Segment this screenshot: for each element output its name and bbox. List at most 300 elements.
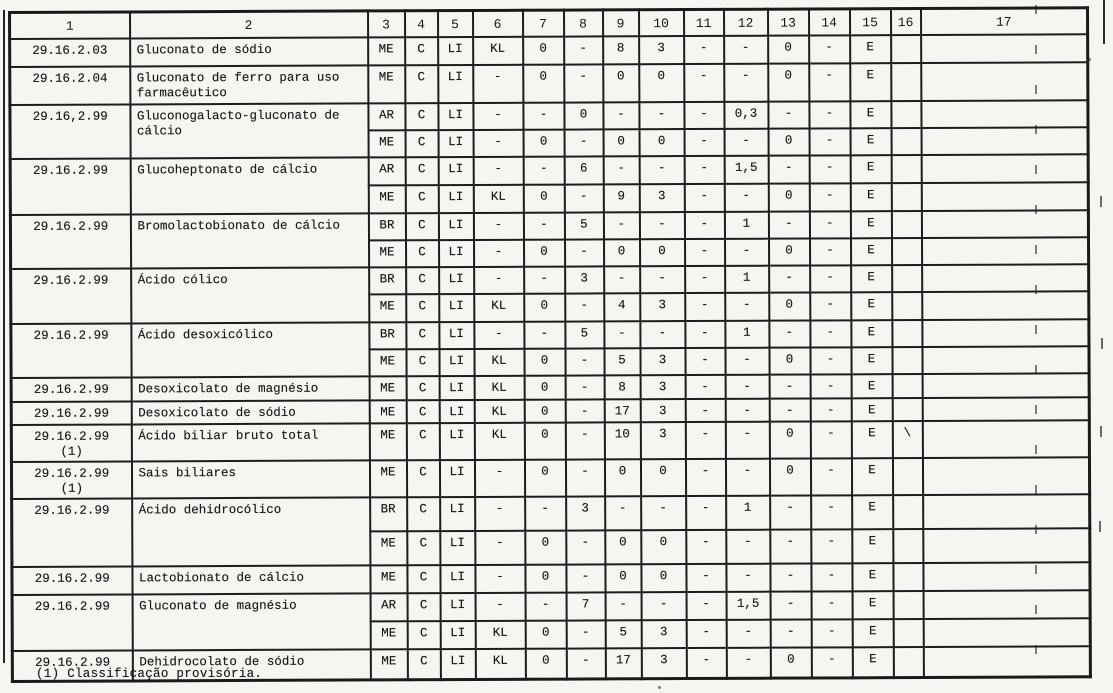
code-cell: 29.16.2.99 (11, 401, 131, 425)
table-row (11, 457, 1089, 499)
code-cell: 29.16.2.99 (12, 594, 132, 651)
value-cell: - (565, 459, 604, 496)
value-cell: LI (438, 213, 473, 240)
value-cell: E (852, 495, 893, 529)
value-cell: - (565, 422, 604, 459)
column-header-7: 7 (523, 10, 564, 37)
value-cell: LI (438, 65, 473, 103)
value-cell: LI (439, 240, 474, 267)
value-cell: 0 (769, 293, 810, 321)
value-cell: - (726, 564, 770, 592)
value-cell: - (810, 265, 851, 292)
value-cell: - (684, 64, 724, 102)
value-cell: - (810, 320, 851, 347)
value-cell: - (725, 239, 769, 266)
value-cell (891, 183, 921, 211)
value-cell: - (770, 564, 811, 592)
value-cell: 0 (525, 649, 566, 679)
value-cell: - (685, 399, 725, 422)
value-cell: - (473, 65, 523, 103)
value-cell: 0 (769, 422, 810, 459)
product-name-cell: Desoxicolato de magnésio (131, 376, 369, 401)
value-cell: - (810, 374, 851, 398)
value-cell: ME (370, 531, 407, 565)
value-cell: 0 (523, 130, 564, 157)
value-cell: ME (369, 349, 406, 376)
value-cell: AR (368, 103, 405, 130)
value-cell: 0 (768, 184, 809, 212)
value-cell (892, 374, 922, 398)
value-cell: 1 (725, 266, 769, 293)
value-cell: 3 (566, 496, 605, 530)
value-cell: KL (473, 37, 523, 65)
value-cell: BR (370, 497, 407, 531)
value-cell: 0 (524, 400, 565, 423)
code-cell: 29.16.2.99 (11, 377, 131, 402)
value-cell: LI (440, 593, 475, 621)
value-cell: - (474, 267, 524, 294)
value-cell: ME (370, 649, 407, 679)
value-cell: KL (474, 400, 524, 423)
scan-artifact-right-edge-line (1103, 0, 1105, 44)
value-cell: ME (368, 185, 405, 213)
value-cell (923, 590, 1090, 619)
value-cell: - (810, 398, 851, 421)
value-cell (922, 319, 1089, 347)
product-name-cell: Desoxicolato de sódio (131, 400, 369, 424)
value-cell: - (809, 155, 850, 183)
value-cell: LI (438, 185, 473, 213)
value-cell: - (564, 184, 603, 212)
value-cell: E (852, 591, 893, 619)
product-name-cell: Glucoheptonato de cálcio (130, 157, 368, 214)
value-cell: - (566, 648, 605, 678)
value-cell: - (523, 157, 564, 185)
value-cell: LI (438, 157, 473, 185)
value-cell: 1 (726, 496, 770, 530)
value-cell: LI (438, 37, 473, 65)
value-cell: 0 (603, 129, 639, 156)
code-cell: 29.16,2.99 (10, 104, 130, 159)
value-cell: - (724, 36, 768, 64)
value-cell: LI (439, 400, 474, 423)
value-cell: - (685, 422, 725, 459)
value-cell: 5 (604, 348, 640, 375)
value-cell: 1 (724, 212, 768, 239)
value-cell: - (565, 375, 604, 399)
value-cell: 0 (604, 459, 640, 496)
value-cell: ME (369, 423, 406, 460)
value-cell: C (405, 157, 438, 185)
table-row (11, 420, 1089, 462)
value-cell: - (474, 240, 524, 267)
value-cell (921, 127, 1088, 155)
product-name-cell: Dehidrocolato de sódio (132, 649, 370, 680)
value-cell: - (809, 211, 850, 238)
value-cell: - (475, 497, 525, 531)
column-header-17: 17 (920, 8, 1087, 35)
value-cell: 0 (523, 185, 564, 213)
value-cell: - (474, 322, 524, 349)
code-cell: 29.16.2.99 (10, 158, 130, 215)
value-cell: - (809, 183, 850, 211)
value-cell: 0 (604, 239, 640, 266)
value-cell (893, 647, 923, 677)
value-cell: - (686, 530, 726, 564)
footnote: (1) Classificação provisória. (36, 667, 263, 681)
value-cell: - (768, 212, 809, 239)
value-cell: C (405, 130, 438, 157)
column-header-3: 3 (368, 11, 405, 38)
value-cell: C (406, 423, 439, 460)
value-cell: KL (474, 349, 524, 376)
product-name-cell: Gluconato de ferro para uso farmacêutico (130, 65, 368, 104)
product-name-cell: Ácido dehidrocólico (132, 497, 370, 566)
value-cell: - (685, 239, 725, 266)
value-cell (921, 154, 1088, 183)
value-cell: - (768, 102, 809, 129)
value-cell (891, 101, 921, 128)
value-cell: E (850, 238, 891, 265)
value-cell: - (811, 591, 852, 619)
value-cell: 17 (604, 399, 640, 422)
value-cell: - (726, 648, 770, 678)
column-header-16: 16 (890, 9, 920, 36)
column-header-12: 12 (723, 9, 767, 36)
code-cell: 29.16.2.99 (11, 268, 131, 324)
column-header-14: 14 (808, 9, 849, 36)
value-cell: C (406, 349, 439, 376)
value-cell: - (566, 564, 605, 592)
value-cell: - (473, 103, 523, 130)
value-cell: KL (474, 423, 524, 460)
product-name-cell: Gluconato de sódio (130, 37, 368, 66)
value-cell: ME (370, 621, 407, 649)
value-cell: 3 (640, 422, 685, 459)
value-cell: C (406, 376, 439, 400)
value-cell: C (405, 37, 438, 65)
value-cell: - (685, 321, 725, 348)
value-cell: - (725, 459, 769, 496)
value-cell: - (565, 239, 604, 266)
value-cell: LI (439, 460, 474, 497)
value-cell: - (639, 212, 684, 239)
column-header-2: 2 (130, 11, 368, 39)
value-cell: LI (439, 423, 474, 460)
value-cell: C (406, 400, 439, 423)
value-cell (923, 528, 1090, 563)
code-cell: 29.16.2.99 (12, 498, 132, 567)
code-cell: 29.16.2.99 (10, 214, 130, 269)
value-cell: - (724, 64, 768, 102)
value-cell: - (605, 592, 641, 620)
value-cell: E (851, 292, 892, 320)
product-name-cell: Gluconogalacto-gluconato de cálcio (130, 103, 368, 158)
value-cell: E (850, 128, 891, 155)
value-cell: - (684, 212, 724, 239)
value-cell: 8 (604, 375, 640, 399)
value-cell: 1 (725, 321, 769, 348)
value-cell: C (407, 565, 440, 593)
value-cell: C (405, 65, 438, 103)
value-cell: - (726, 530, 770, 564)
value-cell: 3 (641, 648, 686, 678)
value-cell: - (564, 129, 603, 156)
value-cell (891, 63, 921, 101)
column-header-9: 9 (603, 10, 639, 37)
value-cell: - (684, 156, 724, 184)
value-cell (892, 458, 922, 495)
column-header-5: 5 (438, 10, 473, 37)
value-cell (893, 529, 923, 563)
value-cell: - (684, 184, 724, 212)
value-cell: LI (440, 649, 475, 679)
value-cell: BR (368, 213, 405, 240)
value-cell (922, 397, 1089, 421)
value-cell: - (604, 266, 640, 293)
value-cell: 0 (605, 564, 641, 592)
value-cell: KL (474, 294, 524, 322)
value-cell: ME (369, 240, 406, 267)
value-cell: 3 (565, 266, 604, 293)
value-cell: - (769, 375, 810, 399)
product-name-cell: Ácido desoxicólico (131, 322, 369, 377)
value-cell: 3 (639, 36, 684, 64)
value-cell: - (811, 563, 852, 591)
value-cell: 0 (523, 65, 564, 103)
value-cell: E (851, 421, 892, 458)
scan-artifact-tick (1099, 521, 1101, 532)
table-scan-area (8, 6, 1092, 682)
value-cell: KL (475, 649, 525, 679)
value-cell: - (810, 421, 851, 458)
value-cell (892, 265, 922, 292)
value-cell: - (685, 266, 725, 293)
value-cell: - (566, 620, 605, 648)
value-cell: 8 (603, 36, 639, 64)
value-cell: - (686, 592, 726, 620)
scan-artifact-tick (1100, 196, 1102, 207)
value-cell: 0 (768, 36, 809, 64)
value-cell: - (639, 102, 684, 129)
value-cell: - (641, 496, 686, 530)
value-cell: 3 (640, 293, 685, 321)
value-cell: C (407, 621, 440, 649)
value-cell: AR (370, 593, 407, 621)
value-cell: 0 (525, 621, 566, 649)
value-cell (921, 62, 1088, 101)
scan-artifact-tick (1100, 426, 1102, 437)
value-cell: - (686, 648, 726, 678)
column-header-13: 13 (767, 9, 808, 36)
value-cell: E (850, 211, 891, 238)
value-cell: - (811, 495, 852, 529)
column-header-11: 11 (684, 9, 724, 36)
table-row (12, 494, 1090, 533)
table-row (10, 62, 1088, 105)
value-cell: ME (369, 294, 406, 322)
code-cell: 29.16.2.99 (12, 566, 132, 595)
value-cell: - (639, 156, 684, 184)
value-cell: LI (440, 621, 475, 649)
value-cell (921, 237, 1088, 265)
value-cell: - (475, 565, 525, 593)
value-cell: KL (473, 185, 523, 213)
value-cell: 0,3 (724, 102, 768, 129)
value-cell: KL (475, 621, 525, 649)
value-cell: - (525, 593, 566, 621)
product-name-cell: Bromolactobionato de cálcio (130, 213, 368, 268)
value-cell: ME (369, 460, 406, 497)
value-cell: C (407, 593, 440, 621)
value-cell: - (564, 64, 603, 102)
value-cell: 1,5 (726, 592, 770, 620)
value-cell: 0 (564, 102, 603, 129)
value-cell: E (852, 647, 893, 677)
scan-artifact-dot (658, 686, 661, 689)
value-cell: 0 (641, 530, 686, 564)
value-cell: 1,5 (724, 156, 768, 184)
value-cell (892, 292, 922, 320)
value-cell: LI (440, 565, 475, 593)
code-cell: 29.16.2.99 (1) (11, 461, 131, 499)
value-cell: E (851, 265, 892, 292)
value-cell (922, 346, 1089, 374)
value-cell: - (566, 530, 605, 564)
value-cell (891, 128, 921, 155)
value-cell: 17 (605, 648, 641, 678)
column-header-4: 4 (405, 11, 438, 38)
value-cell: 3 (640, 348, 685, 375)
value-cell: 0 (603, 64, 639, 102)
value-cell: C (407, 531, 440, 565)
value-cell: - (685, 348, 725, 375)
value-cell (923, 494, 1090, 529)
value-cell: E (852, 529, 893, 563)
value-cell: - (605, 496, 641, 530)
value-cell: ME (369, 376, 406, 400)
value-cell (891, 155, 921, 183)
value-cell: C (406, 294, 439, 322)
value-cell: C (405, 185, 438, 213)
value-cell: C (405, 213, 438, 240)
value-cell: - (640, 266, 685, 293)
value-cell: 9 (603, 184, 639, 212)
value-cell: 5 (565, 321, 604, 348)
value-cell: 0 (770, 648, 811, 678)
value-cell: KL (474, 376, 524, 400)
value-cell: - (770, 620, 811, 648)
value-cell: - (685, 459, 725, 496)
value-cell: 3 (640, 399, 685, 422)
value-cell: - (473, 213, 523, 240)
value-cell: - (684, 129, 724, 156)
value-cell: - (685, 293, 725, 321)
value-cell: - (684, 102, 724, 129)
value-cell: 5 (605, 620, 641, 648)
value-cell: C (406, 240, 439, 267)
value-cell: 6 (564, 156, 603, 184)
value-cell (893, 619, 923, 647)
value-cell: AR (368, 157, 405, 185)
value-cell: - (724, 184, 768, 212)
value-cell: - (524, 267, 565, 294)
value-cell: - (809, 101, 850, 128)
value-cell: - (523, 213, 564, 240)
value-cell: E (850, 35, 891, 63)
value-cell: E (851, 458, 892, 495)
value-cell: - (565, 293, 604, 321)
value-cell: - (475, 593, 525, 621)
value-cell: - (810, 292, 851, 320)
value-cell: 0 (768, 64, 809, 102)
value-cell: - (725, 399, 769, 422)
value-cell (891, 238, 921, 265)
value-cell: - (725, 293, 769, 321)
value-cell: - (768, 156, 809, 184)
column-header-10: 10 (639, 10, 684, 37)
code-cell: 29.16.2.03 (10, 38, 130, 67)
value-cell (922, 291, 1089, 320)
value-cell: BR (369, 267, 406, 294)
value-cell (891, 35, 921, 63)
value-cell: E (850, 155, 891, 183)
value-cell (922, 373, 1089, 398)
value-cell: - (473, 157, 523, 185)
value-cell: - (725, 422, 769, 459)
product-name-cell: Gluconato de magnésio (132, 593, 370, 650)
value-cell: - (523, 103, 564, 130)
value-cell: 4 (604, 293, 640, 321)
value-cell (923, 618, 1090, 647)
code-cell: 29.16.2.99 (12, 650, 132, 681)
value-cell (921, 182, 1088, 211)
value-cell: E (851, 320, 892, 347)
scan-artifact-tick (1101, 338, 1103, 349)
column-header-8: 8 (564, 10, 603, 37)
value-cell (921, 100, 1088, 128)
value-cell: 0 (523, 37, 564, 65)
value-cell: 0 (641, 564, 686, 592)
value-cell: 0 (524, 294, 565, 322)
scan-artifact-left-edge-line (3, 10, 5, 663)
value-cell: - (564, 36, 603, 64)
value-cell: LI (438, 103, 473, 130)
value-cell: - (769, 399, 810, 422)
value-cell: 0 (640, 239, 685, 266)
code-cell: 29.16.2.99 (11, 323, 131, 378)
product-name-cell: Sais biliares (131, 460, 369, 498)
value-cell: - (565, 348, 604, 375)
value-cell: - (810, 347, 851, 374)
value-cell (921, 210, 1088, 238)
value-cell: LI (440, 531, 475, 565)
value-cell (923, 646, 1090, 677)
value-cell: 0 (769, 459, 810, 496)
value-cell: - (726, 620, 770, 648)
value-cell: - (770, 530, 811, 564)
value-cell: 0 (639, 64, 684, 102)
value-cell: - (810, 458, 851, 495)
value-cell (893, 563, 923, 591)
value-cell: \ (892, 421, 922, 458)
value-cell (892, 320, 922, 347)
value-cell: - (725, 375, 769, 399)
value-cell: 0 (769, 239, 810, 266)
value-cell: ME (368, 65, 405, 103)
value-cell: 0 (768, 129, 809, 156)
value-cell: 0 (524, 460, 565, 497)
